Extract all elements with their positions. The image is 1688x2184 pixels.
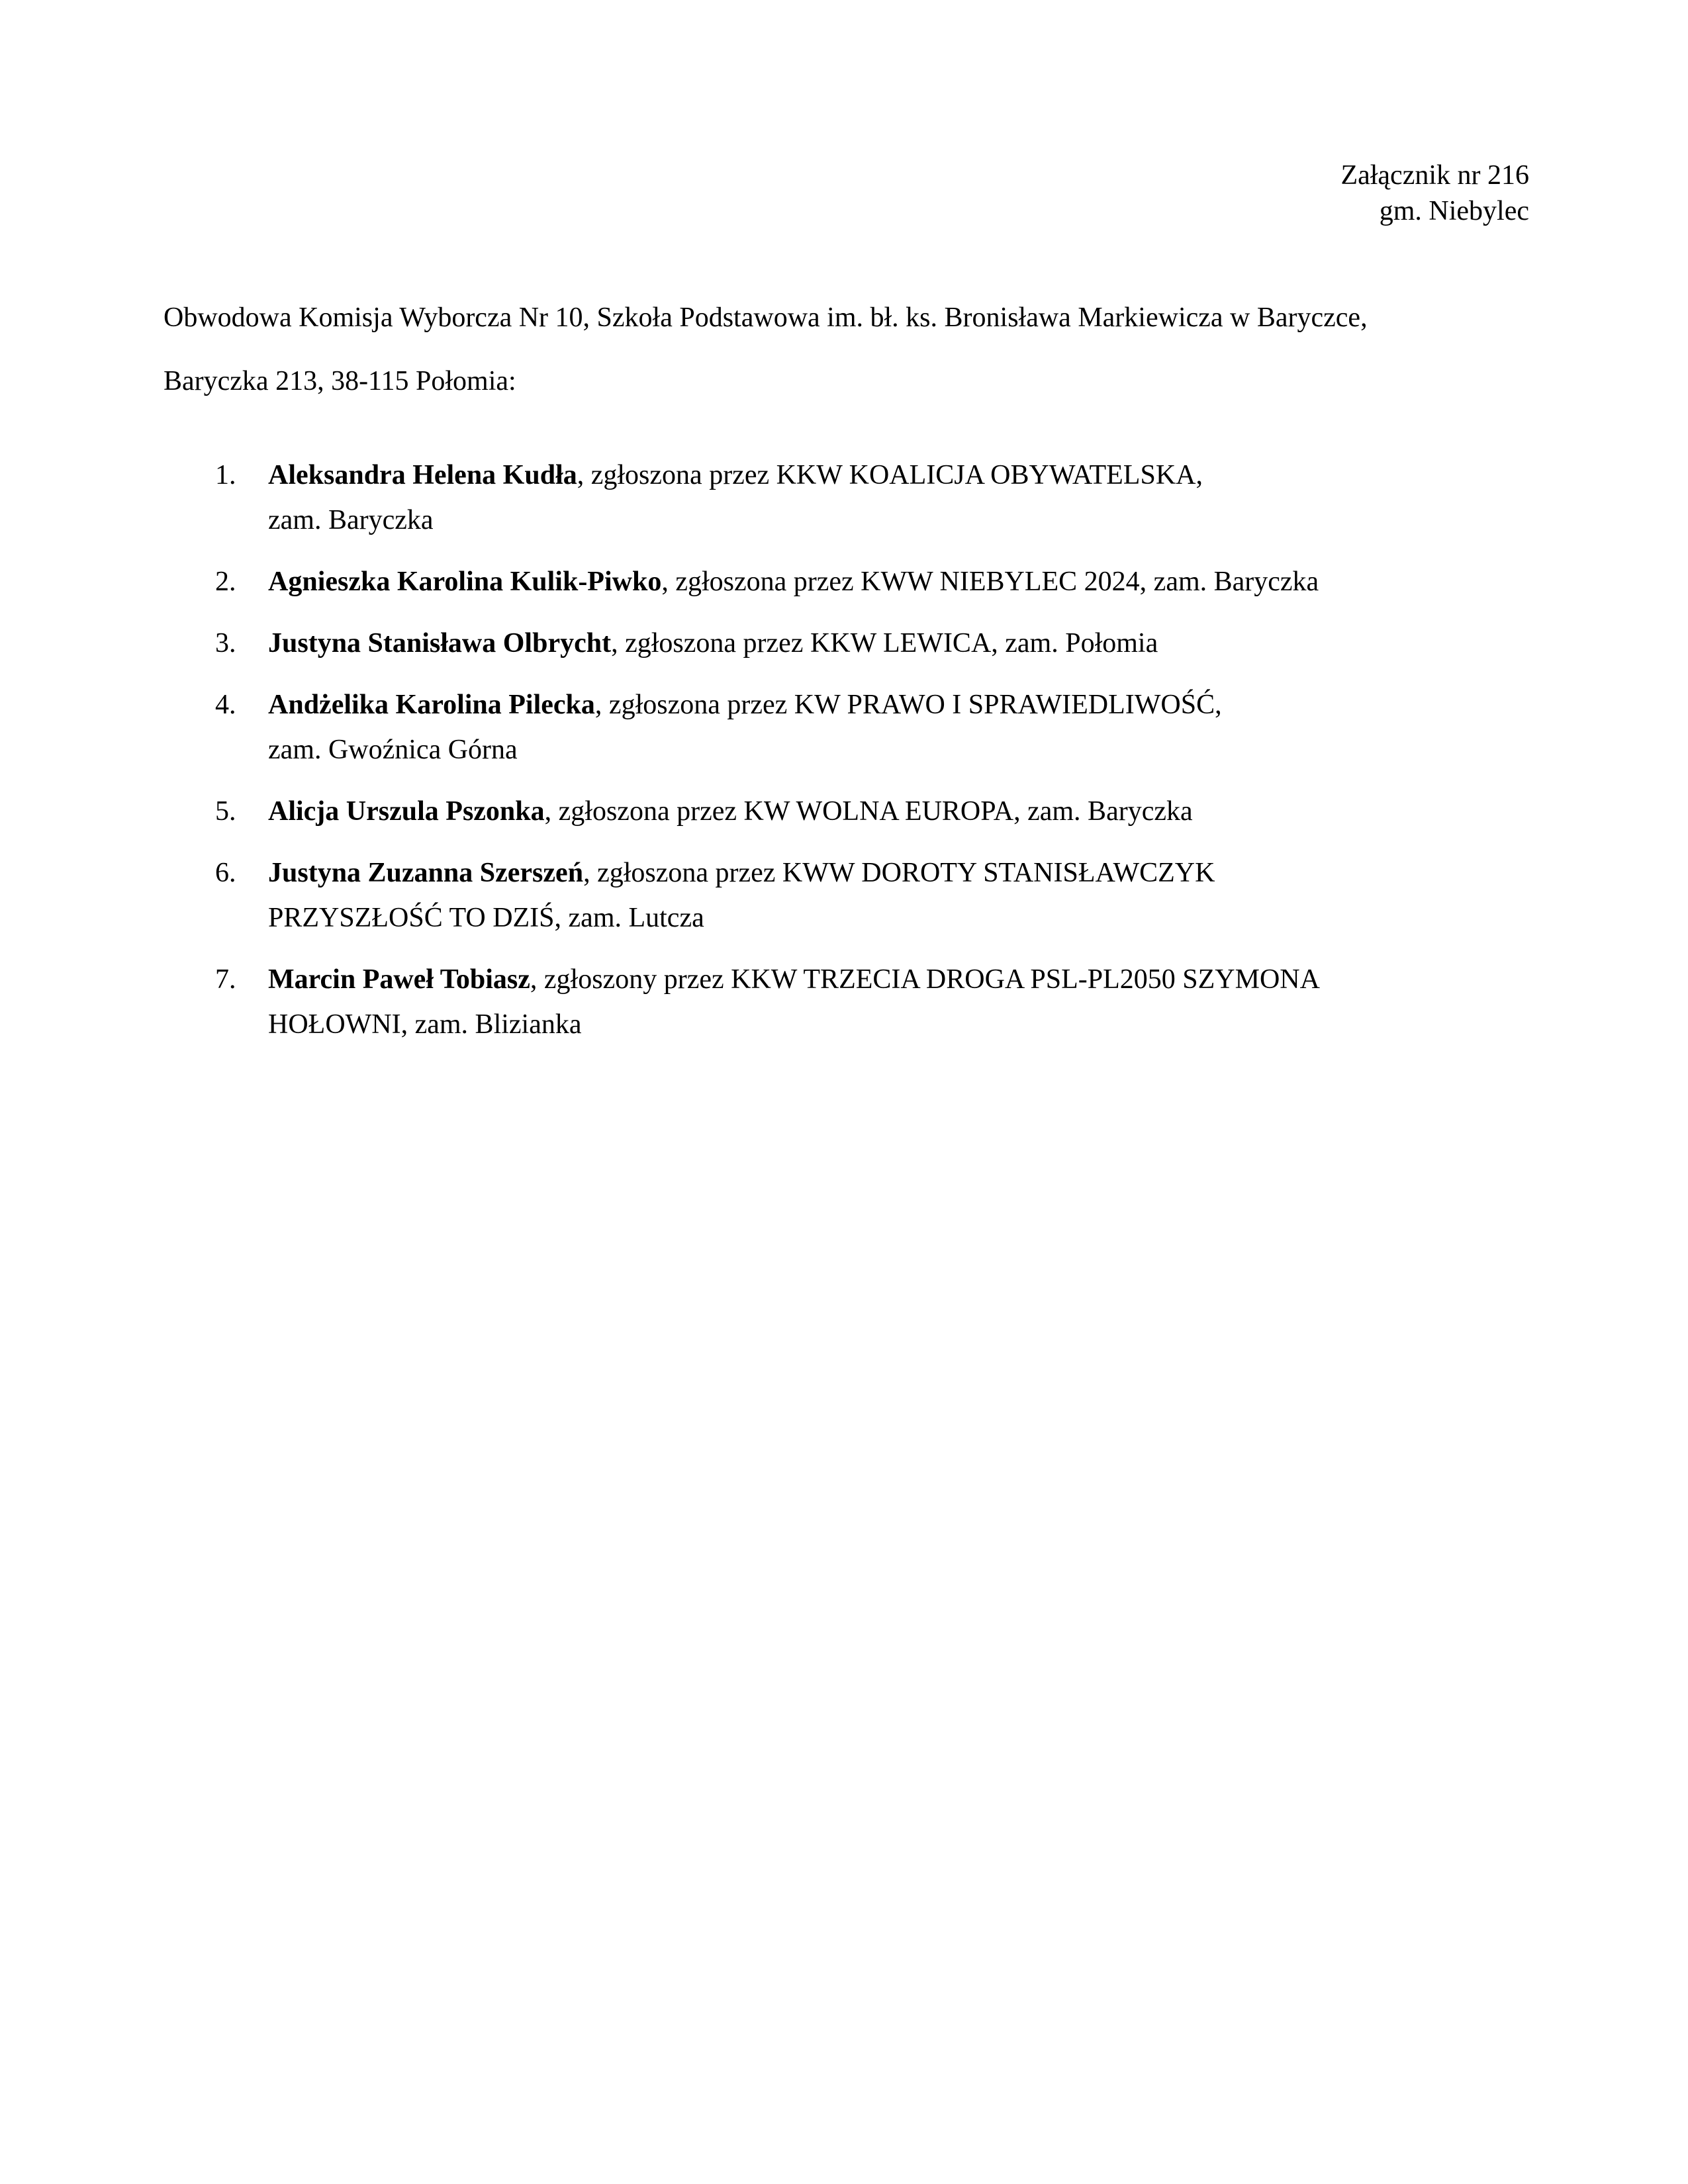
item-number: 4. xyxy=(215,690,236,720)
item-number: 2. xyxy=(215,567,236,597)
commission-line-2: Baryczka 213, 38-115 Połomia: xyxy=(164,366,516,396)
member-name: Agnieszka Karolina Kulik-Piwko xyxy=(268,567,662,597)
member-details: , zgłoszony przez KKW TRZECIA DROGA PSL-PL2050 SZYMONA xyxy=(530,964,1320,995)
member-details-cont: PRZYSZŁOŚĆ TO DZIŚ, zam. Lutcza xyxy=(268,903,704,933)
list-item xyxy=(164,559,1527,604)
annex-header xyxy=(1340,158,1529,229)
annex-number: Załącznik nr 216 xyxy=(1340,160,1529,191)
member-name: Justyna Zuzanna Szerszeń xyxy=(268,858,584,888)
member-details: , zgłoszona przez KKW KOALICJA OBYWATELSKA, xyxy=(577,460,1203,490)
member-name: Aleksandra Helena Kudła xyxy=(268,460,577,490)
member-details: , zgłoszona przez KW WOLNA EUROPA, zam. Baryczka xyxy=(544,796,1193,827)
item-number: 7. xyxy=(215,964,236,995)
list-item xyxy=(164,957,1527,1047)
commission-description xyxy=(164,286,1527,413)
member-name: Justyna Stanisława Olbrycht xyxy=(268,628,612,659)
member-details: , zgłoszona przez KW PRAWO I SPRAWIEDLIWOŚĆ, xyxy=(594,690,1222,720)
commission-line-1: Obwodowa Komisja Wyborcza Nr 10, Szkoła Podstawowa im. bł. ks. Bronisława Markiewicza w Baryczce, xyxy=(164,302,1368,333)
member-details: , zgłoszona przez KWW NIEBYLEC 2024, zam. Baryczka xyxy=(661,567,1319,597)
item-number: 5. xyxy=(215,796,236,827)
member-details-cont: zam. Gwoźnica Górna xyxy=(268,735,518,765)
municipality: gm. Niebylec xyxy=(1379,196,1529,226)
members-list xyxy=(164,453,1527,1064)
member-name: Marcin Paweł Tobiasz xyxy=(268,964,530,995)
member-details: , zgłoszona przez KWW DOROTY STANISŁAWCZYK xyxy=(583,858,1215,888)
list-item xyxy=(164,621,1527,666)
member-name: Andżelika Karolina Pilecka xyxy=(268,690,595,720)
item-number: 3. xyxy=(215,628,236,659)
member-details: , zgłoszona przez KKW LEWICA, zam. Połomia xyxy=(611,628,1158,659)
item-number: 1. xyxy=(215,460,236,490)
item-number: 6. xyxy=(215,858,236,888)
list-item xyxy=(164,453,1527,543)
member-details-cont: HOŁOWNI, zam. Blizianka xyxy=(268,1009,582,1040)
list-item xyxy=(164,682,1527,772)
list-item xyxy=(164,789,1527,834)
member-details-cont: zam. Baryczka xyxy=(268,505,434,535)
member-name: Alicja Urszula Pszonka xyxy=(268,796,545,827)
list-item xyxy=(164,850,1527,940)
